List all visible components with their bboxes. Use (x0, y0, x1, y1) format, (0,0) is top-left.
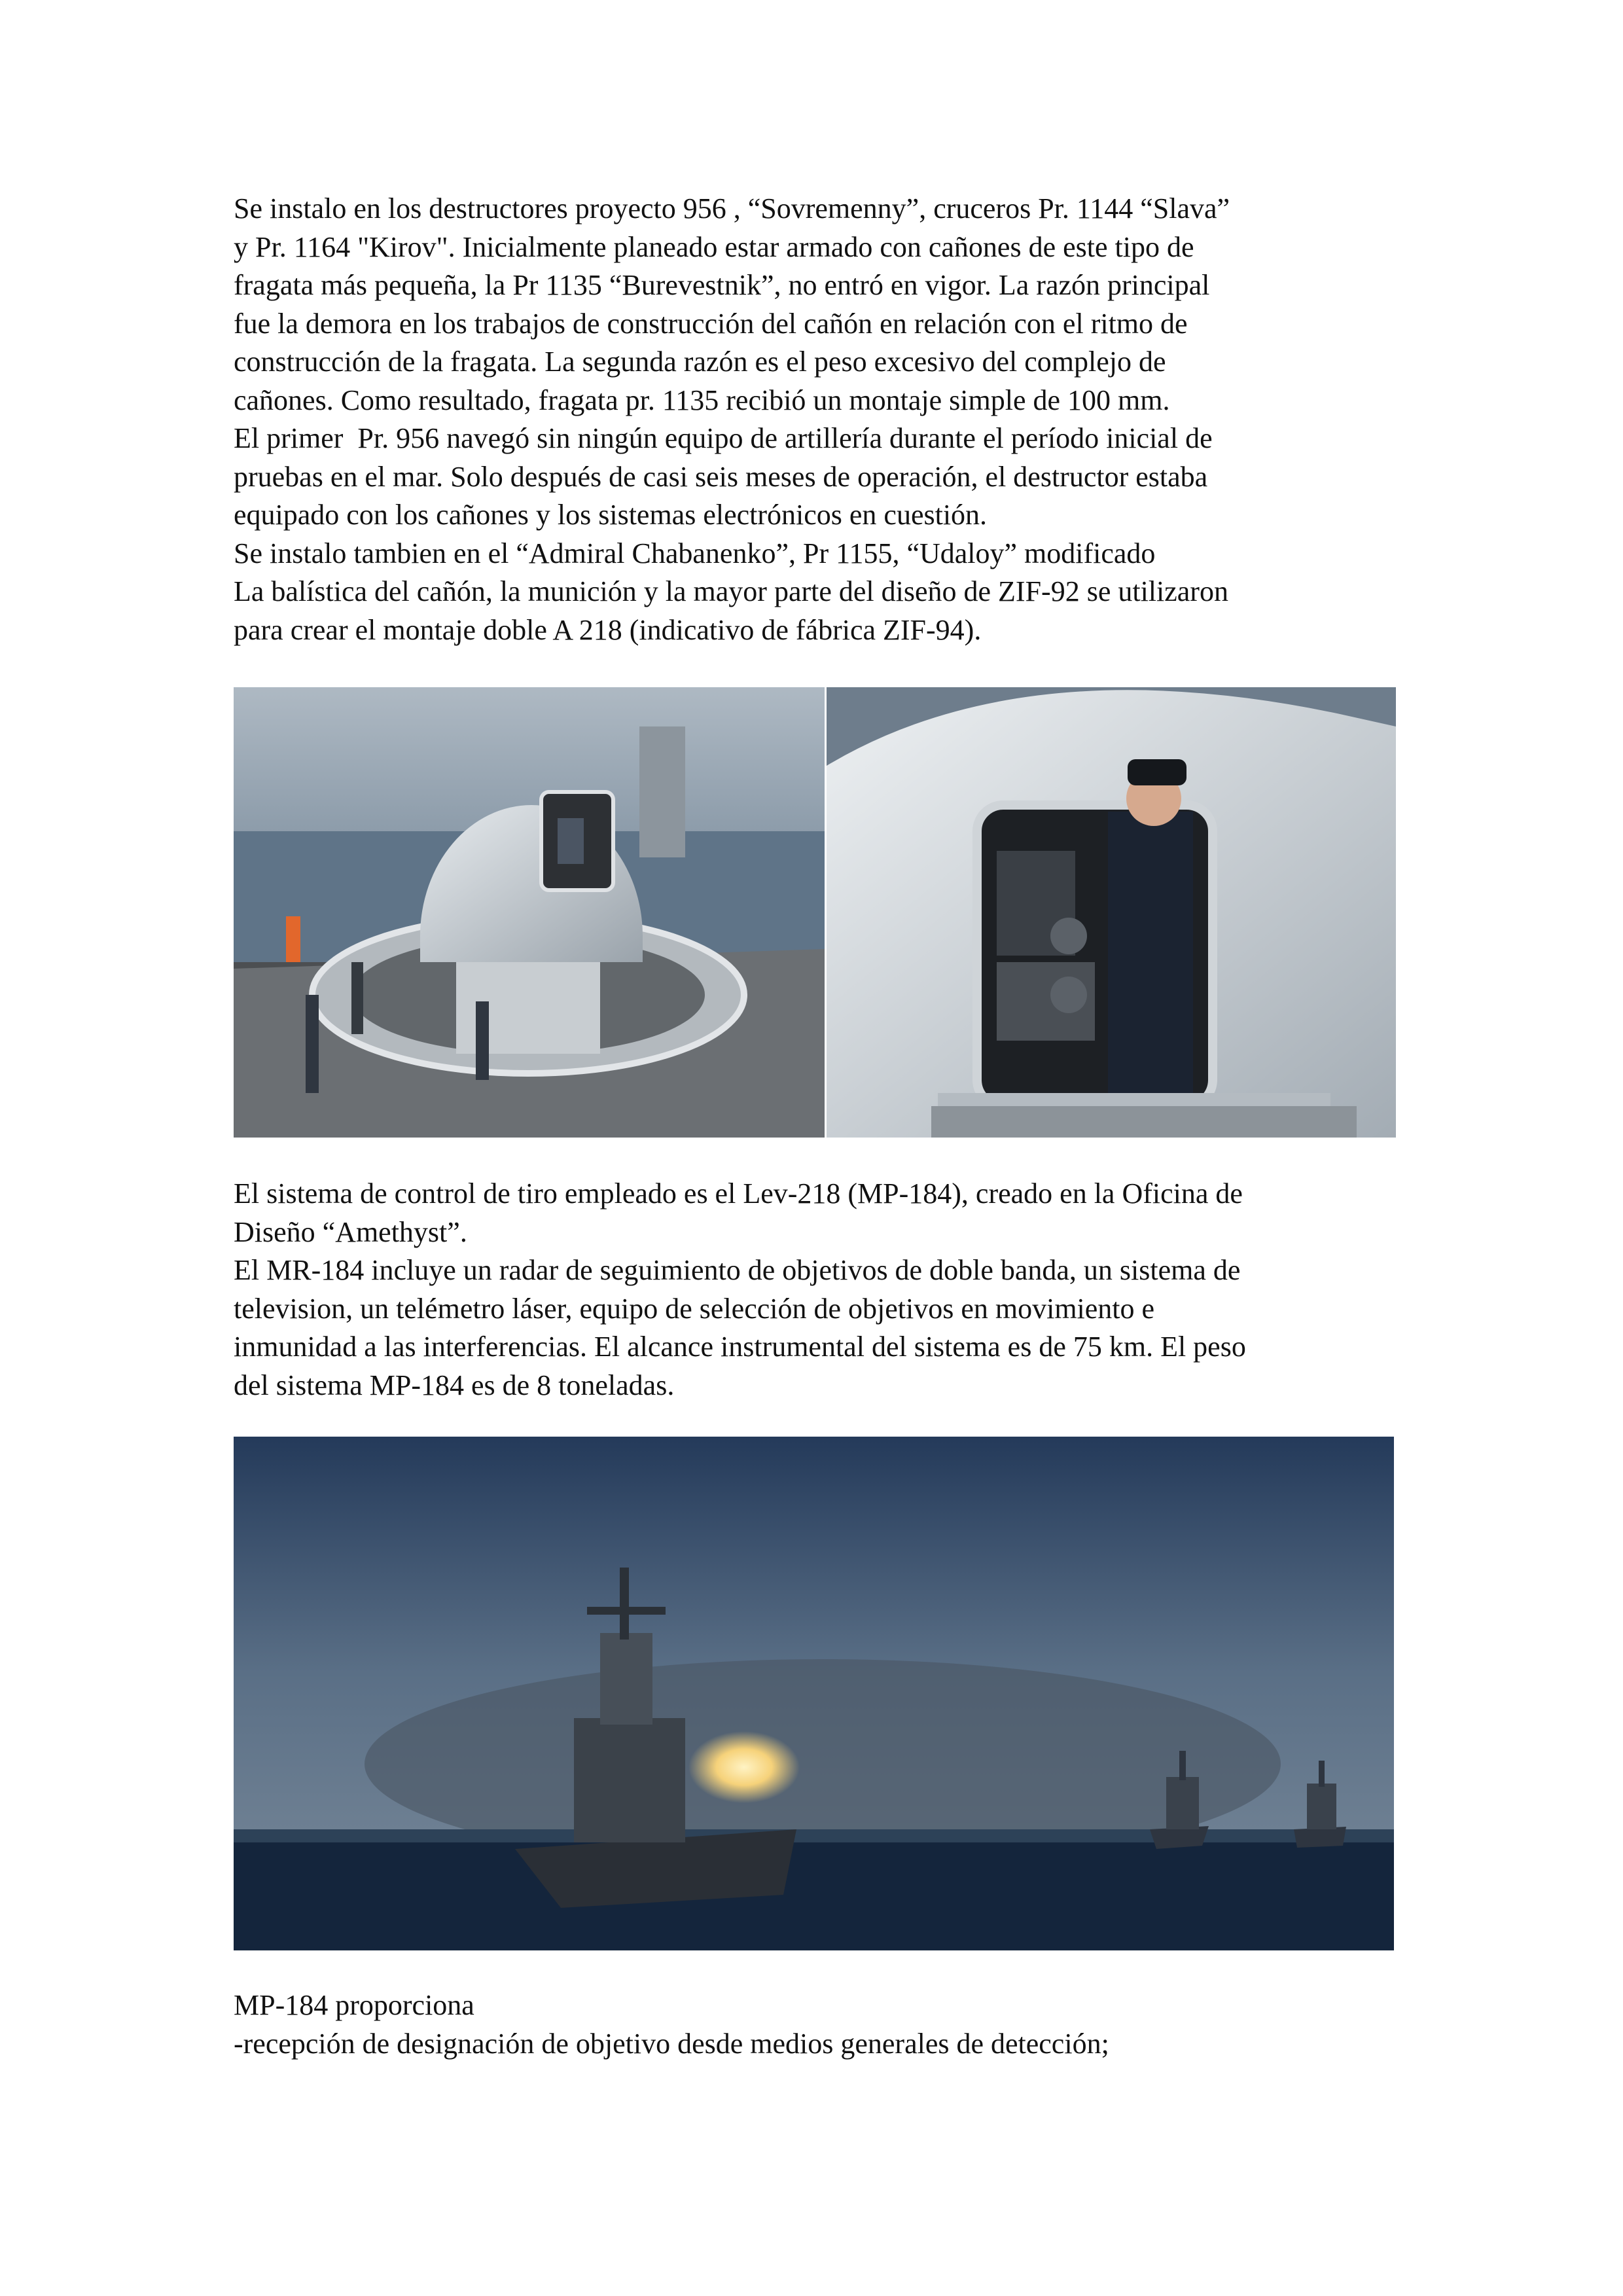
turret-deck-image (234, 687, 825, 1138)
text-line: El primer Pr. 956 navegó sin ningún equipo de artillería durante el período inicial de (234, 422, 1213, 454)
paragraph-intro (234, 190, 1399, 649)
paragraph-fire-control (234, 1175, 1399, 1405)
photo-turret-deck (234, 687, 825, 1138)
text-line: y Pr. 1164 "Kirov". Inicialmente planeado estar armado con cañones de este tipo de (234, 230, 1194, 263)
turret-hatch-image (827, 687, 1396, 1138)
text-line: -recepción de designación de objetivo desde medios generales de detección; (234, 2027, 1109, 2060)
text-line: television, un telémetro láser, equipo de selección de objetivos en movimiento e (234, 1292, 1155, 1325)
paragraph-mp184-features (234, 1986, 1399, 2063)
text-line: El MR-184 incluye un radar de seguimiento de objetivos de doble banda, un sistema de (234, 1254, 1241, 1286)
text-line: construcción de la fragata. La segunda razón es el peso excesivo del complejo de (234, 346, 1166, 378)
text-line: Se instalo tambien en el “Admiral Chabanenko”, Pr 1155, “Udaloy” modificado (234, 537, 1156, 569)
text-line: pruebas en el mar. Solo después de casi seis meses de operación, el destructor estaba (234, 460, 1208, 493)
text-line: cañones. Como resultado, fragata pr. 1135 recibió un montaje simple de 100 mm. (234, 384, 1170, 416)
text-line: del sistema MP-184 es de 8 toneladas. (234, 1369, 675, 1401)
text-line: MP-184 proporciona (234, 1989, 474, 2021)
photo-warships-firing (234, 1437, 1394, 1950)
warships-firing-image (234, 1437, 1394, 1950)
text-line: La balística del cañón, la munición y la mayor parte del diseño de ZIF-92 se utilizaron (234, 575, 1228, 607)
text-line: fue la demora en los trabajos de construcción del cañón en relación con el ritmo de (234, 307, 1188, 340)
photo-turret-hatch (827, 687, 1396, 1138)
text-line: Se instalo en los destructores proyecto 956 , “Sovremenny”, cruceros Pr. 1144 “Slava” (234, 192, 1230, 224)
text-line: El sistema de control de tiro empleado es el Lev-218 (MP-184), creado en la Oficina de (234, 1177, 1243, 1210)
text-line: Diseño “Amethyst”. (234, 1215, 467, 1248)
text-line: para crear el montaje doble A 218 (indicativo de fábrica ZIF-94). (234, 613, 982, 646)
text-line: equipado con los cañones y los sistemas electrónicos en cuestión. (234, 499, 988, 531)
text-line: inmunidad a las interferencias. El alcance instrumental del sistema es de 75 km. El peso (234, 1331, 1246, 1363)
text-line: fragata más pequeña, la Pr 1135 “Burevestnik”, no entró en vigor. La razón principal (234, 269, 1210, 301)
